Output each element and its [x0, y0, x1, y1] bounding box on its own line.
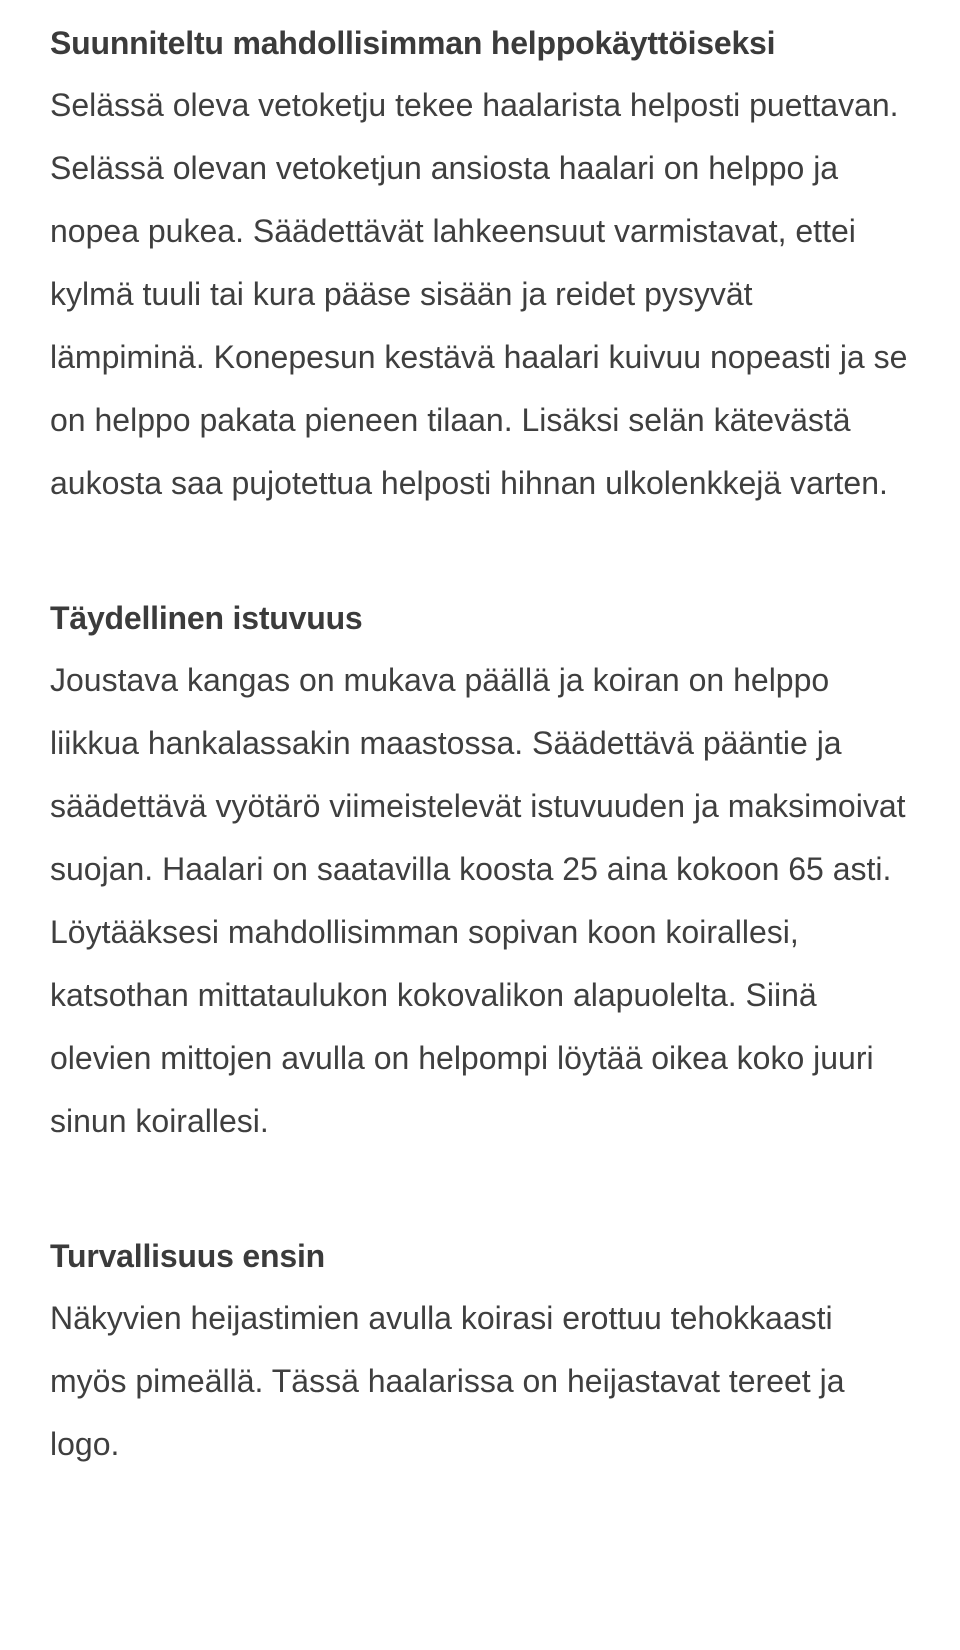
section-text: Joustava kangas on mukava päällä ja koiran on helppo liikkua hankalassakin maastossa. Säädettävä pääntie ja säädettävä vyötärö viimeistelevät istuvuuden ja maksimoivat suojan. Haalari on saatavilla koosta 25 aina kokoon 65 asti. Löytääksesi mahdollisimman sopivan koon koirallesi, katsothan mittataulukon kokovalikon alapuolelta. Siinä olevien mittojen avulla on helpompi löytää oikea koko juuri sinun koirallesi. — [50, 662, 906, 1139]
section-text: Näkyvien heijastimien avulla koirasi erottuu tehokkaasti myös pimeällä. Tässä haalarissa on heijastavat tereet ja logo. — [50, 1300, 845, 1462]
section-heading: Täydellinen istuvuus — [50, 600, 363, 636]
section-fit — [50, 587, 910, 1153]
section-safety — [50, 1225, 910, 1476]
section-easy-use — [50, 12, 910, 515]
section-heading: Suunniteltu mahdollisimman helppokäyttöiseksi — [50, 25, 776, 61]
section-heading: Turvallisuus ensin — [50, 1238, 325, 1274]
section-text: Selässä oleva vetoketju tekee haalarista helposti puettavan. Selässä olevan vetoketjun ansiosta haalari on helppo ja nopea pukea. Säädettävät lahkeensuut varmistavat, ettei kylmä tuuli tai kura pääse sisään ja reidet pysyvät lämpiminä. Konepesun kestävä haalari kuivuu nopeasti ja se on helppo pakata pieneen tilaan. Lisäksi selän kätevästä aukosta saa pujotettua helposti hihnan ulkolenkkejä varten. — [50, 87, 908, 501]
